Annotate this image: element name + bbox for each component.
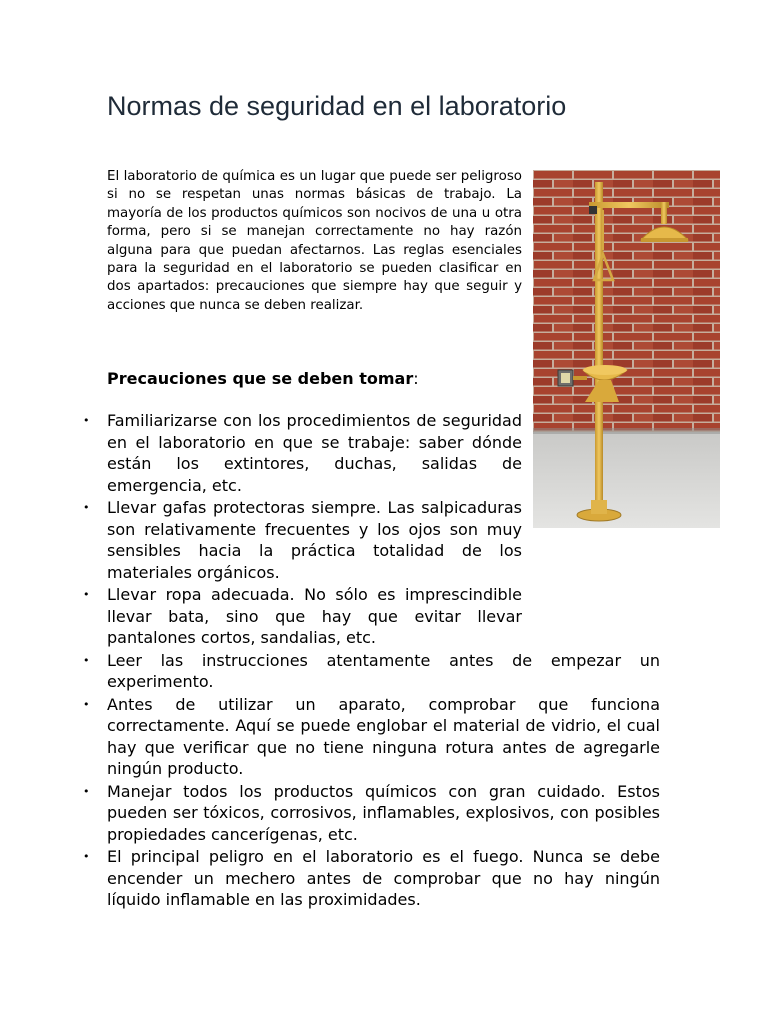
bullet-glyph: • bbox=[83, 588, 90, 601]
list-item bbox=[83, 410, 522, 496]
intro-paragraph: El laboratorio de química es un lugar que puede ser peligroso si no se respetan unas normas básicas de trabajo. La mayoría de los productos químicos son nocivos de una u otra forma, pero si se manejan correctamente no hay razón alguna para que puedan afectarnos. Las reglas esenciales para la seguridad en el laboratorio se pueden clasificar en dos apartados: precauciones que siempre hay que seguir y acciones que nunca se deben realizar. bbox=[107, 169, 522, 313]
page-title: Normas de seguridad en el laboratorio bbox=[107, 91, 567, 121]
list-item bbox=[83, 497, 660, 583]
section-heading-text: Precauciones que se deben tomar bbox=[107, 369, 414, 388]
list-item bbox=[83, 694, 660, 780]
bullet-glyph: • bbox=[83, 501, 90, 514]
list-item bbox=[83, 650, 660, 693]
list-item-text: Antes de utilizar un aparato, comprobar que funciona correctamente. Aquí se puede englobar el material de vidrio, el cual hay que verificar que no tiene ninguna rotura antes de agregarle ningún producto. bbox=[107, 694, 660, 778]
bullet-glyph: • bbox=[83, 697, 90, 711]
list-item-text: Manejar todos los productos químicos con gran cuidado. Estos pueden ser tóxicos, corrosivos, inflamables, explosivos, con posibles propiedades cancerígenas, etc. bbox=[107, 781, 660, 844]
list-item-text: El principal peligro en el laboratorio es el fuego. Nunca se debe encender un mechero antes de comprobar que no hay ningún líquido inflamable en las proximidades. bbox=[107, 847, 660, 909]
list-item-text: Leer las instrucciones atentamente antes de empezar un experimento. bbox=[107, 650, 660, 691]
list-item bbox=[83, 584, 660, 649]
section-heading-colon: : bbox=[413, 369, 419, 388]
list-item bbox=[83, 781, 660, 846]
bullet-glyph: • bbox=[83, 653, 90, 667]
section-heading bbox=[107, 369, 419, 388]
bullet-glyph: • bbox=[83, 850, 90, 863]
list-item-text: Llevar ropa adecuada. No sólo es imprescindible llevar bata, sino que hay que evitar llevar pantalones cortos, sandalias, etc. bbox=[107, 585, 522, 647]
list-item-text: Familiarizarse con los procedimientos de seguridad en el laboratorio en que se trabaje: saber dónde están los extintores, duchas, salidas de emergencia, etc. bbox=[107, 411, 522, 495]
bullet-glyph: • bbox=[83, 784, 90, 798]
precautions-list bbox=[83, 410, 660, 912]
list-item-text: Llevar gafas protectoras siempre. Las salpicaduras son relativamente frecuentes y los ojos son muy sensibles hacia la práctica totalidad de los materiales orgánicos. bbox=[107, 498, 522, 582]
bullet-glyph: • bbox=[83, 414, 90, 427]
list-item bbox=[83, 846, 660, 911]
